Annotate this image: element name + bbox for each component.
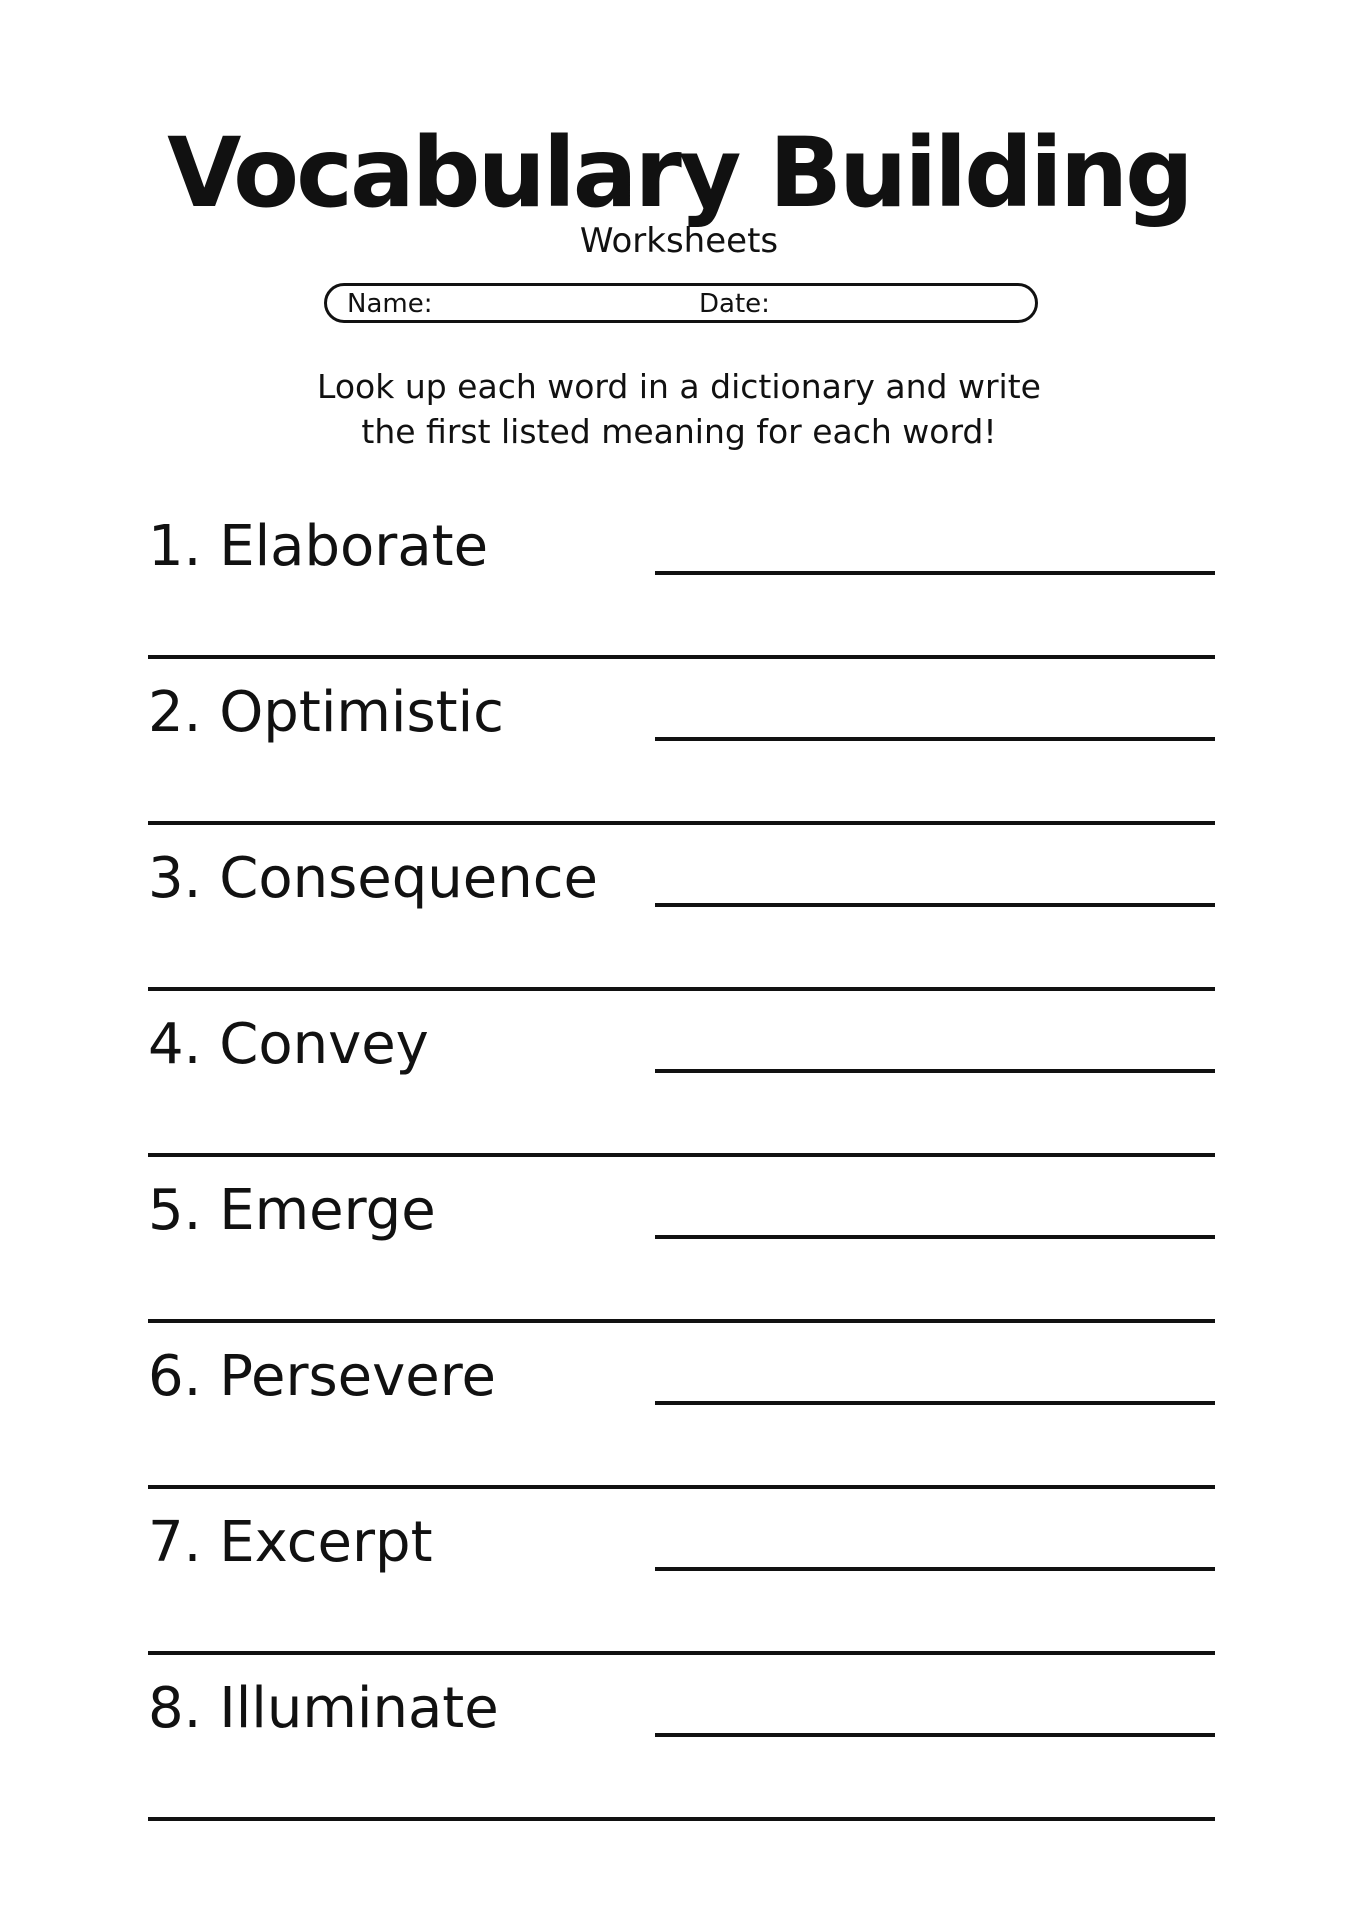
answer-line-short-3 — [655, 903, 1215, 907]
answer-line-long-6 — [148, 1485, 1215, 1489]
vocab-word-2: 2. Optimistic — [148, 680, 504, 745]
answer-line-long-8 — [148, 1817, 1215, 1821]
worksheet-subtitle: Worksheets — [579, 221, 779, 261]
instructions-line-1: Look up each word in a dictionary and write — [317, 367, 1041, 406]
answer-line-long-1 — [148, 655, 1215, 659]
answer-line-short-6 — [655, 1401, 1215, 1405]
answer-line-long-7 — [148, 1651, 1215, 1655]
answer-line-long-5 — [148, 1319, 1215, 1323]
answer-line-short-8 — [655, 1733, 1215, 1737]
vocab-word-5: 5. Emerge — [148, 1178, 436, 1243]
vocab-word-3: 3. Consequence — [148, 846, 598, 911]
name-label: Name: — [347, 289, 433, 319]
answer-line-short-4 — [655, 1069, 1215, 1073]
answer-line-long-2 — [148, 821, 1215, 825]
answer-line-short-1 — [655, 571, 1215, 575]
vocab-word-4: 4. Convey — [148, 1012, 429, 1077]
answer-line-short-7 — [655, 1567, 1215, 1571]
answer-line-short-5 — [655, 1235, 1215, 1239]
vocab-word-1: 1. Elaborate — [148, 514, 489, 579]
answer-line-short-2 — [655, 737, 1215, 741]
answer-line-long-3 — [148, 987, 1215, 991]
worksheet-title: Vocabulary Building — [167, 117, 1191, 229]
instructions-line-2: the first listed meaning for each word! — [361, 412, 997, 451]
answer-line-long-4 — [148, 1153, 1215, 1157]
vocab-word-6: 6. Persevere — [148, 1344, 496, 1409]
vocab-word-8: 8. Illuminate — [148, 1676, 499, 1741]
date-label: Date: — [699, 289, 770, 319]
vocab-word-7: 7. Excerpt — [148, 1510, 433, 1575]
